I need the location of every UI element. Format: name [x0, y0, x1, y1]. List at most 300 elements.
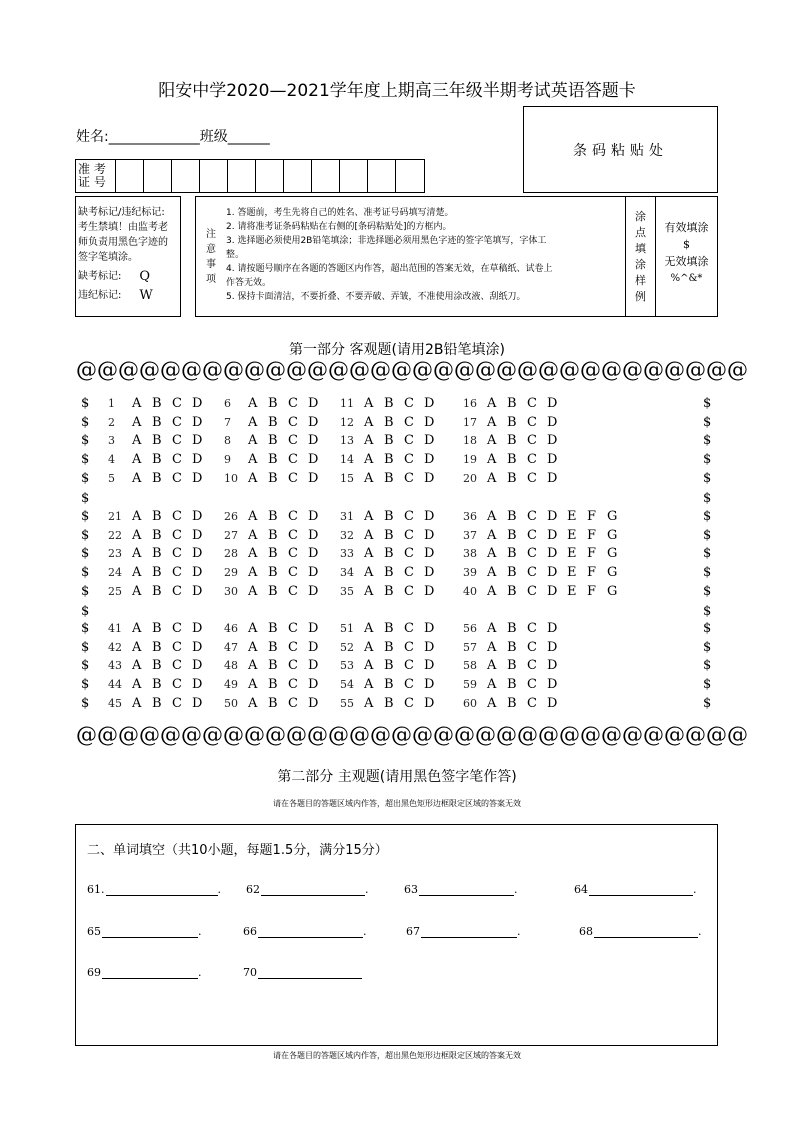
option-bubble-c[interactable]: C	[172, 414, 182, 430]
option-bubble-c[interactable]: C	[172, 527, 182, 543]
blank-line[interactable]	[594, 926, 698, 938]
option-bubble-d[interactable]: D	[424, 470, 435, 486]
option-bubble-c[interactable]: C	[404, 621, 414, 636]
option-bubble-c[interactable]: C	[527, 452, 537, 468]
option-bubble-g[interactable]: G	[607, 527, 618, 543]
option-bubble-e[interactable]: E	[567, 527, 577, 543]
option-bubble-b[interactable]: B	[152, 509, 162, 524]
option-bubble-d[interactable]: D	[192, 527, 203, 543]
option-bubble-c[interactable]: C	[288, 658, 298, 674]
absent-mark-bubble[interactable]: Q	[139, 269, 151, 284]
option-bubble-b[interactable]: B	[507, 621, 517, 636]
option-bubble-c[interactable]: C	[404, 695, 414, 711]
class-field[interactable]: ______	[227, 129, 270, 145]
option-bubble-a[interactable]: A	[487, 621, 497, 636]
option-bubble-c[interactable]: C	[527, 639, 537, 655]
option-bubble-a[interactable]: A	[248, 639, 258, 655]
option-bubble-a[interactable]: A	[132, 658, 142, 674]
option-bubble-d[interactable]: D	[547, 414, 558, 430]
option-bubble-d[interactable]: D	[547, 565, 558, 581]
option-bubble-d[interactable]: D	[424, 658, 435, 674]
option-bubble-c[interactable]: C	[404, 658, 414, 674]
option-bubble-b[interactable]: B	[507, 695, 517, 711]
option-bubble-a[interactable]: A	[132, 565, 142, 581]
option-bubble-a[interactable]: A	[132, 414, 142, 430]
option-bubble-c[interactable]: C	[404, 509, 414, 524]
option-bubble-d[interactable]: D	[308, 433, 319, 449]
option-bubble-b[interactable]: B	[152, 677, 162, 693]
option-bubble-b[interactable]: B	[507, 677, 517, 693]
option-bubble-b[interactable]: B	[384, 470, 394, 486]
blank-64[interactable]: 64 .	[574, 883, 697, 896]
option-bubble-c[interactable]: C	[172, 396, 182, 411]
option-bubble-d[interactable]: D	[192, 414, 203, 430]
option-bubble-d[interactable]: D	[192, 433, 203, 449]
option-bubble-e[interactable]: E	[567, 546, 577, 562]
option-bubble-d[interactable]: D	[547, 452, 558, 468]
option-bubble-a[interactable]: A	[132, 433, 142, 449]
option-bubble-c[interactable]: C	[172, 433, 182, 449]
option-bubble-a[interactable]: A	[132, 677, 142, 693]
blank-69[interactable]: 69 .	[87, 966, 202, 979]
exam-digit-cell[interactable]	[368, 160, 396, 192]
option-bubble-d[interactable]: D	[308, 621, 319, 636]
option-bubble-d[interactable]: D	[192, 470, 203, 486]
option-bubble-a[interactable]: A	[132, 452, 142, 468]
option-bubble-d[interactable]: D	[308, 452, 319, 468]
blank-66[interactable]: 66 .	[243, 925, 367, 938]
option-bubble-d[interactable]: D	[308, 546, 319, 562]
option-bubble-b[interactable]: B	[268, 527, 278, 543]
option-bubble-c[interactable]: C	[404, 452, 414, 468]
option-bubble-g[interactable]: G	[607, 565, 618, 581]
option-bubble-a[interactable]: A	[132, 527, 142, 543]
option-bubble-b[interactable]: B	[384, 583, 394, 599]
option-bubble-d[interactable]: D	[424, 509, 435, 524]
exam-digit-cell[interactable]	[116, 160, 144, 192]
option-bubble-b[interactable]: B	[152, 695, 162, 711]
option-bubble-a[interactable]: A	[132, 639, 142, 655]
question-number: 25	[108, 584, 122, 598]
option-bubble-f[interactable]: F	[587, 565, 597, 581]
option-bubble-d[interactable]: D	[308, 583, 319, 599]
option-bubble-b[interactable]: B	[384, 433, 394, 449]
option-bubble-c[interactable]: C	[172, 583, 182, 599]
option-bubble-c[interactable]: C	[527, 565, 537, 581]
option-bubble-c[interactable]: C	[288, 470, 298, 486]
blank-62[interactable]: 62 .	[246, 883, 369, 896]
option-bubble-c[interactable]: C	[404, 414, 414, 430]
option-bubble-a[interactable]: A	[487, 658, 497, 674]
option-bubble-c[interactable]: C	[288, 583, 298, 599]
blank-67[interactable]: 67 .	[406, 925, 521, 938]
option-bubble-d[interactable]: D	[547, 621, 558, 636]
option-bubble-b[interactable]: B	[268, 433, 278, 449]
option-bubble-e[interactable]: E	[567, 583, 577, 599]
exam-digit-cell[interactable]	[256, 160, 284, 192]
option-bubble-b[interactable]: B	[152, 658, 162, 674]
option-bubble-d[interactable]: D	[192, 677, 203, 693]
blank-65[interactable]: 65 .	[87, 925, 202, 938]
option-bubble-a[interactable]: A	[132, 583, 142, 599]
blank-line[interactable]	[419, 884, 514, 896]
question-number: 54	[340, 678, 354, 692]
option-bubble-b[interactable]: B	[152, 546, 162, 562]
option-bubble-c[interactable]: C	[288, 639, 298, 655]
option-bubble-c[interactable]: C	[527, 433, 537, 449]
blank-line[interactable]	[102, 967, 198, 979]
blank-68[interactable]: 68 .	[579, 925, 702, 938]
option-bubble-d[interactable]: D	[424, 583, 435, 599]
option-bubble-b[interactable]: B	[268, 396, 278, 411]
option-bubble-a[interactable]: A	[364, 565, 374, 581]
instruction-item: 1. 答题前，考生先将自己的姓名、准考证号码填写清楚。	[226, 208, 454, 218]
option-bubble-a[interactable]: A	[364, 433, 374, 449]
option-bubble-c[interactable]: C	[172, 695, 182, 711]
option-bubble-a[interactable]: A	[487, 470, 497, 486]
blank-line[interactable]	[258, 926, 363, 938]
option-bubble-b[interactable]: B	[268, 414, 278, 430]
blank-line[interactable]	[258, 967, 362, 979]
option-bubble-a[interactable]: A	[364, 621, 374, 636]
option-bubble-a[interactable]: A	[248, 433, 258, 449]
option-bubble-a[interactable]: A	[364, 509, 374, 524]
blank-line[interactable]	[261, 884, 365, 896]
option-bubble-c[interactable]: C	[404, 470, 414, 486]
option-bubble-a[interactable]: A	[487, 396, 497, 411]
option-bubble-c[interactable]: C	[527, 470, 537, 486]
option-bubble-c[interactable]: C	[288, 433, 298, 449]
name-field[interactable]: _____________	[108, 129, 200, 145]
option-bubble-b[interactable]: B	[507, 414, 517, 430]
option-bubble-a[interactable]: A	[487, 452, 497, 468]
option-bubble-b[interactable]: B	[384, 677, 394, 693]
option-bubble-a[interactable]: A	[248, 396, 258, 411]
option-bubble-c[interactable]: C	[288, 396, 298, 411]
option-bubble-c[interactable]: C	[288, 621, 298, 636]
question-46	[224, 621, 328, 636]
blank-61[interactable]: 61. .	[87, 883, 221, 896]
option-bubble-c[interactable]: C	[527, 658, 537, 674]
option-bubble-d[interactable]: D	[547, 396, 558, 411]
question-number: 56	[463, 622, 477, 635]
option-bubble-c[interactable]: C	[527, 396, 537, 411]
option-bubble-c[interactable]: C	[404, 565, 414, 581]
option-bubble-b[interactable]: B	[152, 565, 162, 581]
option-bubble-d[interactable]: D	[547, 695, 558, 711]
option-bubble-b[interactable]: B	[268, 509, 278, 524]
option-bubble-a[interactable]: A	[248, 470, 258, 486]
option-bubble-a[interactable]: A	[364, 677, 374, 693]
option-bubble-a[interactable]: A	[487, 546, 497, 562]
option-bubble-c[interactable]: C	[288, 509, 298, 524]
option-bubble-b[interactable]: B	[507, 639, 517, 655]
option-bubble-c[interactable]: C	[404, 433, 414, 449]
option-bubble-d[interactable]: D	[192, 639, 203, 655]
option-bubble-d[interactable]: D	[547, 433, 558, 449]
option-bubble-c[interactable]: C	[404, 583, 414, 599]
option-bubble-d[interactable]: D	[308, 677, 319, 693]
option-bubble-c[interactable]: C	[288, 452, 298, 468]
option-bubble-a[interactable]: A	[248, 621, 258, 636]
option-bubble-d[interactable]: D	[192, 452, 203, 468]
option-bubble-a[interactable]: A	[132, 621, 142, 636]
option-bubble-d[interactable]: D	[424, 527, 435, 543]
option-bubble-d[interactable]: D	[424, 639, 435, 655]
violation-mark-bubble[interactable]: W	[139, 288, 153, 303]
option-bubble-a[interactable]: A	[132, 396, 142, 411]
option-bubble-c[interactable]: C	[404, 639, 414, 655]
option-bubble-a[interactable]: A	[248, 677, 258, 693]
question-number: 34	[340, 566, 354, 580]
option-bubble-b[interactable]: B	[384, 396, 394, 411]
blank-line[interactable]	[106, 884, 218, 896]
option-bubble-d[interactable]: D	[547, 639, 558, 655]
option-bubble-g[interactable]: G	[607, 509, 618, 524]
option-bubble-b[interactable]: B	[268, 695, 278, 711]
option-bubble-c[interactable]: C	[172, 639, 182, 655]
option-bubble-d[interactable]: D	[424, 433, 435, 449]
option-bubble-d[interactable]: D	[192, 396, 203, 411]
option-bubble-c[interactable]: C	[172, 658, 182, 674]
option-bubble-a[interactable]: A	[364, 639, 374, 655]
option-bubble-a[interactable]: A	[132, 695, 142, 711]
option-bubble-d[interactable]: D	[192, 695, 203, 711]
option-bubble-a[interactable]: A	[248, 509, 258, 524]
option-bubble-d[interactable]: D	[547, 527, 558, 543]
option-bubble-b[interactable]: B	[507, 565, 517, 581]
option-bubble-c[interactable]: C	[527, 414, 537, 430]
option-bubble-d[interactable]: D	[192, 565, 203, 581]
exam-digit-cell[interactable]	[144, 160, 172, 192]
option-bubble-d[interactable]: D	[424, 695, 435, 711]
option-bubble-a[interactable]: A	[487, 583, 497, 599]
option-bubble-b[interactable]: B	[384, 658, 394, 674]
option-bubble-a[interactable]: A	[487, 565, 497, 581]
option-bubble-b[interactable]: B	[507, 546, 517, 562]
option-bubble-d[interactable]: D	[192, 583, 203, 599]
option-bubble-f[interactable]: F	[587, 509, 597, 524]
option-bubble-b[interactable]: B	[384, 695, 394, 711]
option-bubble-b[interactable]: B	[384, 452, 394, 468]
option-bubble-b[interactable]: B	[268, 639, 278, 655]
option-bubble-a[interactable]: A	[248, 695, 258, 711]
option-bubble-c[interactable]: C	[288, 546, 298, 562]
option-bubble-c[interactable]: C	[172, 509, 182, 524]
option-bubble-b[interactable]: B	[384, 509, 394, 524]
option-bubble-b[interactable]: B	[507, 452, 517, 468]
option-bubble-b[interactable]: B	[384, 639, 394, 655]
option-bubble-c[interactable]: C	[288, 527, 298, 543]
option-bubble-b[interactable]: B	[384, 621, 394, 636]
option-bubble-d[interactable]: D	[192, 546, 203, 562]
option-bubble-d[interactable]: D	[192, 658, 203, 674]
option-bubble-d[interactable]: D	[308, 527, 319, 543]
option-bubble-d[interactable]: D	[424, 546, 435, 562]
option-bubble-d[interactable]: D	[547, 583, 558, 599]
option-bubble-b[interactable]: B	[507, 658, 517, 674]
option-bubble-b[interactable]: B	[152, 396, 162, 411]
option-bubble-e[interactable]: E	[567, 509, 577, 524]
option-bubble-d[interactable]: D	[547, 546, 558, 562]
option-bubble-a[interactable]: A	[487, 527, 497, 543]
option-bubble-d[interactable]: D	[308, 396, 319, 411]
option-bubble-b[interactable]: B	[384, 527, 394, 543]
option-bubble-b[interactable]: B	[384, 546, 394, 562]
option-bubble-g[interactable]: G	[607, 583, 618, 599]
blank-63[interactable]: 63 .	[404, 883, 518, 896]
option-bubble-a[interactable]: A	[364, 546, 374, 562]
exam-digit-cell[interactable]	[172, 160, 200, 192]
option-bubble-a[interactable]: A	[248, 546, 258, 562]
option-bubble-b[interactable]: B	[152, 414, 162, 430]
option-bubble-c[interactable]: C	[527, 527, 537, 543]
exam-digit-cell[interactable]	[284, 160, 312, 192]
blank-line[interactable]	[102, 926, 198, 938]
option-bubble-d[interactable]: D	[547, 470, 558, 486]
exam-digit-cell[interactable]	[200, 160, 228, 192]
option-bubble-b[interactable]: B	[384, 565, 394, 581]
option-bubble-a[interactable]: A	[487, 695, 497, 711]
option-bubble-a[interactable]: A	[248, 527, 258, 543]
option-bubble-d[interactable]: D	[192, 509, 203, 524]
blank-line[interactable]	[421, 926, 517, 938]
option-bubble-a[interactable]: A	[364, 414, 374, 430]
option-bubble-a[interactable]: A	[364, 527, 374, 543]
option-bubble-b[interactable]: B	[507, 433, 517, 449]
option-bubble-f[interactable]: F	[587, 546, 597, 562]
option-bubble-b[interactable]: B	[152, 639, 162, 655]
option-bubble-c[interactable]: C	[527, 695, 537, 711]
option-bubble-d[interactable]: D	[308, 414, 319, 430]
option-bubble-a[interactable]: A	[487, 509, 497, 524]
option-bubble-c[interactable]: C	[172, 565, 182, 581]
option-bubble-a[interactable]: A	[132, 470, 142, 486]
option-bubble-b[interactable]: B	[268, 658, 278, 674]
option-bubble-b[interactable]: B	[152, 621, 162, 636]
option-bubble-f[interactable]: F	[587, 583, 597, 599]
option-bubble-b[interactable]: B	[507, 509, 517, 524]
question-number: 22	[108, 528, 122, 542]
option-bubble-b[interactable]: B	[152, 452, 162, 468]
option-bubble-b[interactable]: B	[268, 583, 278, 599]
option-bubble-a[interactable]: A	[487, 414, 497, 430]
option-bubble-c[interactable]: C	[288, 677, 298, 693]
option-bubble-d[interactable]: D	[308, 470, 319, 486]
option-bubble-d[interactable]: D	[308, 639, 319, 655]
question-number: 60	[463, 696, 477, 710]
option-bubble-d[interactable]: D	[424, 452, 435, 468]
option-bubble-c[interactable]: C	[527, 621, 537, 636]
option-bubble-c[interactable]: C	[172, 452, 182, 468]
option-bubble-d[interactable]: D	[547, 509, 558, 524]
option-bubble-b[interactable]: B	[507, 527, 517, 543]
option-bubble-c[interactable]: C	[404, 527, 414, 543]
option-bubble-c[interactable]: C	[527, 546, 537, 562]
option-bubble-b[interactable]: B	[152, 527, 162, 543]
option-bubble-d[interactable]: D	[308, 509, 319, 524]
option-bubble-d[interactable]: D	[547, 658, 558, 674]
option-bubble-b[interactable]: B	[268, 470, 278, 486]
option-bubble-a[interactable]: A	[248, 583, 258, 599]
option-bubble-c[interactable]: C	[172, 470, 182, 486]
option-bubble-a[interactable]: A	[364, 583, 374, 599]
exam-digit-cell[interactable]	[312, 160, 340, 192]
option-bubble-g[interactable]: G	[607, 546, 618, 562]
option-bubble-c[interactable]: C	[527, 509, 537, 524]
exam-digit-cell[interactable]	[228, 160, 256, 192]
option-bubble-c[interactable]: C	[404, 546, 414, 562]
option-bubble-c[interactable]: C	[527, 677, 537, 693]
option-bubble-b[interactable]: B	[152, 433, 162, 449]
anchor-row-top	[76, 358, 748, 382]
option-bubble-b[interactable]: B	[268, 452, 278, 468]
option-bubble-d[interactable]: D	[308, 658, 319, 674]
option-bubble-c[interactable]: C	[288, 414, 298, 430]
option-bubble-c[interactable]: C	[404, 677, 414, 693]
option-bubble-d[interactable]: D	[424, 414, 435, 430]
option-bubble-a[interactable]: A	[248, 452, 258, 468]
blank-line[interactable]	[589, 884, 693, 896]
option-bubble-a[interactable]: A	[487, 677, 497, 693]
option-bubble-c[interactable]: C	[527, 583, 537, 599]
option-bubble-b[interactable]: B	[268, 565, 278, 581]
option-bubble-b[interactable]: B	[152, 470, 162, 486]
option-bubble-a[interactable]: A	[132, 546, 142, 562]
blank-70[interactable]	[243, 966, 362, 979]
option-bubble-d[interactable]: D	[424, 677, 435, 693]
option-bubble-c[interactable]: C	[172, 621, 182, 636]
option-bubble-a[interactable]: A	[364, 470, 374, 486]
option-bubble-a[interactable]: A	[364, 695, 374, 711]
option-bubble-b[interactable]: B	[507, 396, 517, 411]
option-bubble-a[interactable]: A	[364, 452, 374, 468]
option-bubble-b[interactable]: B	[268, 677, 278, 693]
option-bubble-c[interactable]: C	[288, 565, 298, 581]
option-bubble-a[interactable]: A	[487, 639, 497, 655]
option-bubble-b[interactable]: B	[507, 583, 517, 599]
option-bubble-f[interactable]: F	[587, 527, 597, 543]
option-bubble-c[interactable]: C	[172, 677, 182, 693]
option-bubble-b[interactable]: B	[268, 621, 278, 636]
option-bubble-b[interactable]: B	[507, 470, 517, 486]
option-bubble-a[interactable]: A	[364, 658, 374, 674]
option-bubble-c[interactable]: C	[404, 396, 414, 411]
option-bubble-d[interactable]: D	[547, 677, 558, 693]
option-bubble-b[interactable]: B	[268, 546, 278, 562]
option-bubble-a[interactable]: A	[364, 396, 374, 411]
option-bubble-b[interactable]: B	[384, 414, 394, 430]
option-bubble-e[interactable]: E	[567, 565, 577, 581]
exam-digit-cell[interactable]	[340, 160, 368, 192]
question-number: 45	[108, 696, 122, 710]
option-bubble-a[interactable]: A	[487, 433, 497, 449]
option-bubble-c[interactable]: C	[288, 695, 298, 711]
option-bubble-d[interactable]: D	[308, 565, 319, 581]
option-bubble-a[interactable]: A	[248, 414, 258, 430]
option-bubble-b[interactable]: B	[152, 583, 162, 599]
option-bubble-a[interactable]: A	[248, 658, 258, 674]
option-bubble-a[interactable]: A	[132, 509, 142, 524]
option-bubble-d[interactable]: D	[192, 621, 203, 636]
option-bubble-c[interactable]: C	[172, 546, 182, 562]
option-bubble-d[interactable]: D	[424, 621, 435, 636]
option-bubble-a[interactable]: A	[248, 565, 258, 581]
option-bubble-d[interactable]: D	[308, 695, 319, 711]
option-bubble-d[interactable]: D	[424, 396, 435, 411]
option-bubble-d[interactable]: D	[424, 565, 435, 581]
exam-digit-cell[interactable]	[396, 160, 424, 192]
